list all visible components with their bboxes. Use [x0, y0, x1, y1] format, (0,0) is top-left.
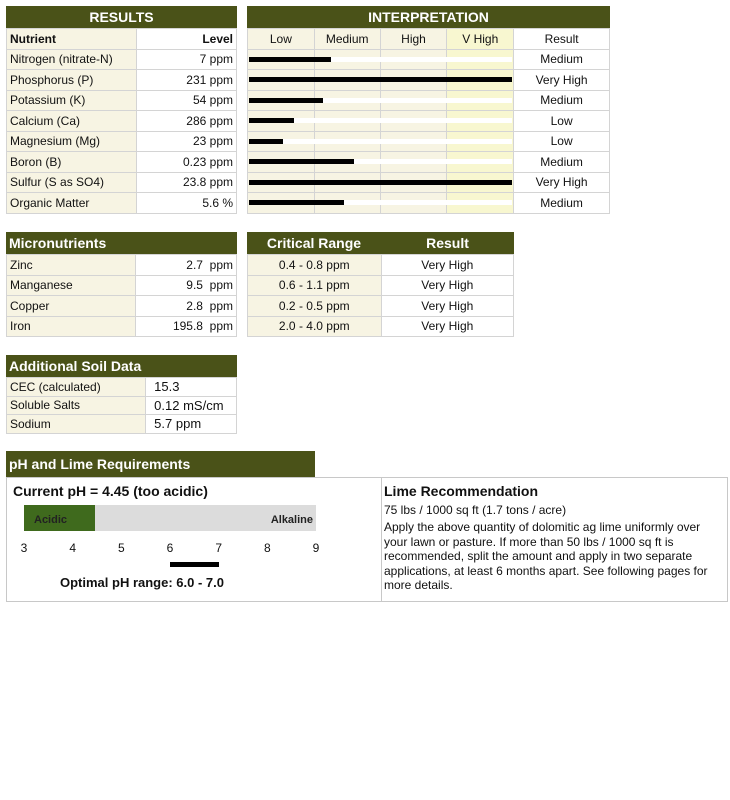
optimal-ph-range: Optimal pH range: 6.0 - 7.0	[60, 575, 224, 590]
ph-header	[6, 451, 315, 477]
acidic-label: Acidic	[34, 514, 68, 526]
level-bar	[249, 118, 294, 123]
nutrient-name: Nitrogen (nitrate-N)	[7, 49, 137, 70]
level-bar	[249, 159, 354, 164]
soil-table	[6, 377, 237, 434]
micro-value-cell	[136, 255, 237, 276]
alkaline-label: Alkaline	[270, 514, 313, 526]
table-row	[248, 316, 514, 337]
micro-value: 2.7	[186, 257, 203, 272]
nutrient-result: Very High	[514, 172, 610, 193]
soil-value: 0.12 mS/cm	[146, 396, 237, 415]
col-critical-range: Critical Range	[266, 235, 362, 251]
ph-scale-bar	[24, 505, 316, 531]
nutrient-level: 23 ppm	[136, 131, 236, 152]
micro-value-cell	[136, 296, 237, 317]
nutrient-level: 23.8 ppm	[136, 172, 236, 193]
current-ph: Current pH = 4.45 (too acidic)	[13, 483, 208, 499]
micro-unit: ppm	[209, 278, 233, 293]
micro-value: 9.5	[186, 278, 203, 293]
ph-tick: 6	[166, 541, 174, 555]
micro-result: Very High	[381, 296, 513, 317]
nutrient-name: Organic Matter	[7, 193, 137, 214]
table-row	[7, 378, 237, 397]
table-row	[7, 172, 237, 193]
results-header	[6, 6, 237, 28]
ph-divider	[381, 477, 382, 602]
level-bar-track	[249, 77, 512, 82]
nutrient-level: 231 ppm	[136, 70, 236, 91]
nutrient-level: 0.23 ppm	[136, 152, 236, 173]
table-row	[7, 275, 237, 296]
micro-name: Zinc	[7, 255, 136, 276]
table-row	[7, 111, 237, 132]
table-row	[248, 255, 514, 276]
nutrient-result: Medium	[514, 49, 610, 70]
level-bar-track	[249, 139, 512, 144]
level-bar-track	[249, 200, 512, 205]
col-micro-result: Result	[426, 235, 469, 251]
col-high: High	[380, 29, 447, 50]
table-row	[7, 90, 237, 111]
critical-range: 2.0 - 4.0 ppm	[248, 316, 382, 337]
micro-name: Manganese	[7, 275, 136, 296]
critical-range: 0.6 - 1.1 ppm	[248, 275, 382, 296]
soil-header	[6, 355, 237, 377]
table-row	[7, 296, 237, 317]
nutrient-level: 7 ppm	[136, 49, 236, 70]
level-bar-track	[249, 118, 512, 123]
nutrient-result: Low	[514, 111, 610, 132]
micro-header	[6, 232, 237, 254]
micro-value: 195.8	[172, 319, 203, 334]
nutrient-level: 54 ppm	[136, 90, 236, 111]
col-level: Level	[136, 29, 236, 50]
ph-tick: 8	[263, 541, 271, 555]
col-vhigh: V High	[447, 29, 514, 50]
soil-value: 5.7 ppm	[146, 415, 237, 434]
nutrient-result: Medium	[514, 193, 610, 214]
nutrient-name: Phosphorus (P)	[7, 70, 137, 91]
nutrient-level: 286 ppm	[136, 111, 236, 132]
micro-value-cell	[136, 275, 237, 296]
nutrient-name: Boron (B)	[7, 152, 137, 173]
table-row	[7, 131, 237, 152]
micro-range-header	[247, 232, 514, 254]
soil-value: 15.3	[146, 378, 237, 397]
level-bar-track	[249, 98, 512, 103]
lime-title: Lime Recommendation	[384, 483, 539, 499]
interpretation-title: INTERPRETATION	[368, 9, 489, 25]
table-row	[7, 396, 237, 415]
table-row	[7, 193, 237, 214]
soil-name: Soluble Salts	[7, 396, 146, 415]
nutrient-level: 5.6 %	[136, 193, 236, 214]
micro-range-table	[247, 254, 514, 337]
table-row	[248, 275, 514, 296]
nutrient-name: Potassium (K)	[7, 90, 137, 111]
level-bar	[249, 180, 512, 185]
table-row	[7, 152, 237, 173]
micro-unit: ppm	[209, 319, 233, 334]
soil-title: Additional Soil Data	[9, 358, 142, 374]
level-bar	[249, 77, 512, 82]
table-row	[7, 255, 237, 276]
table-row	[7, 49, 237, 70]
ph-title: pH and Lime Requirements	[9, 456, 191, 472]
nutrient-name: Calcium (Ca)	[7, 111, 137, 132]
level-bar-track	[249, 57, 512, 62]
ph-tick: 3	[20, 541, 28, 555]
ph-tick: 9	[312, 541, 320, 555]
critical-range: 0.2 - 0.5 ppm	[248, 296, 382, 317]
table-row	[7, 316, 237, 337]
micro-unit: ppm	[209, 298, 233, 313]
micro-table	[6, 254, 237, 337]
lime-text: Apply the above quantity of dolomitic ag lime uniformly over your lawn or pasture. If more than 50 lbs / 1000 sq ft is recommended, split the amount and apply in two separate applications, at least 6 months apart. See following pages for more details.	[384, 520, 708, 592]
level-bar	[249, 139, 283, 144]
nutrient-name: Sulfur (S as SO4)	[7, 172, 137, 193]
level-bar	[249, 200, 344, 205]
ph-tick: 7	[215, 541, 222, 555]
col-nutrient: Nutrient	[7, 29, 137, 50]
level-bar-track	[249, 159, 512, 164]
col-low: Low	[248, 29, 315, 50]
nutrient-result: Medium	[514, 152, 610, 173]
micro-title: Micronutrients	[9, 235, 107, 251]
level-bar-track	[249, 180, 512, 185]
table-row	[7, 415, 237, 434]
micro-result: Very High	[381, 275, 513, 296]
micro-result: Very High	[381, 316, 513, 337]
nutrient-result: Very High	[514, 70, 610, 91]
results-table	[6, 28, 237, 214]
col-medium: Medium	[314, 29, 380, 50]
optimal-range-bar	[170, 562, 219, 567]
lime-amount: 75 lbs / 1000 sq ft (1.7 tons / acre)	[384, 503, 567, 517]
table-row	[7, 70, 237, 91]
micro-result: Very High	[381, 255, 513, 276]
micro-name: Copper	[7, 296, 136, 317]
interpretation-header	[247, 6, 610, 28]
nutrient-name: Magnesium (Mg)	[7, 131, 137, 152]
micro-unit: ppm	[209, 257, 233, 272]
micro-value: 2.8	[186, 298, 203, 313]
soil-name: CEC (calculated)	[7, 378, 146, 397]
soil-name: Sodium	[7, 415, 146, 434]
nutrient-result: Medium	[514, 90, 610, 111]
level-bar	[249, 98, 323, 103]
ph-tick: 4	[69, 541, 76, 555]
table-row	[248, 296, 514, 317]
micro-name: Iron	[7, 316, 136, 337]
results-title: RESULTS	[89, 9, 154, 25]
micro-value-cell	[136, 316, 237, 337]
nutrient-result: Low	[514, 131, 610, 152]
ph-tick: 5	[117, 541, 125, 555]
level-bar	[249, 57, 331, 62]
critical-range: 0.4 - 0.8 ppm	[248, 255, 382, 276]
col-result: Result	[514, 29, 610, 50]
